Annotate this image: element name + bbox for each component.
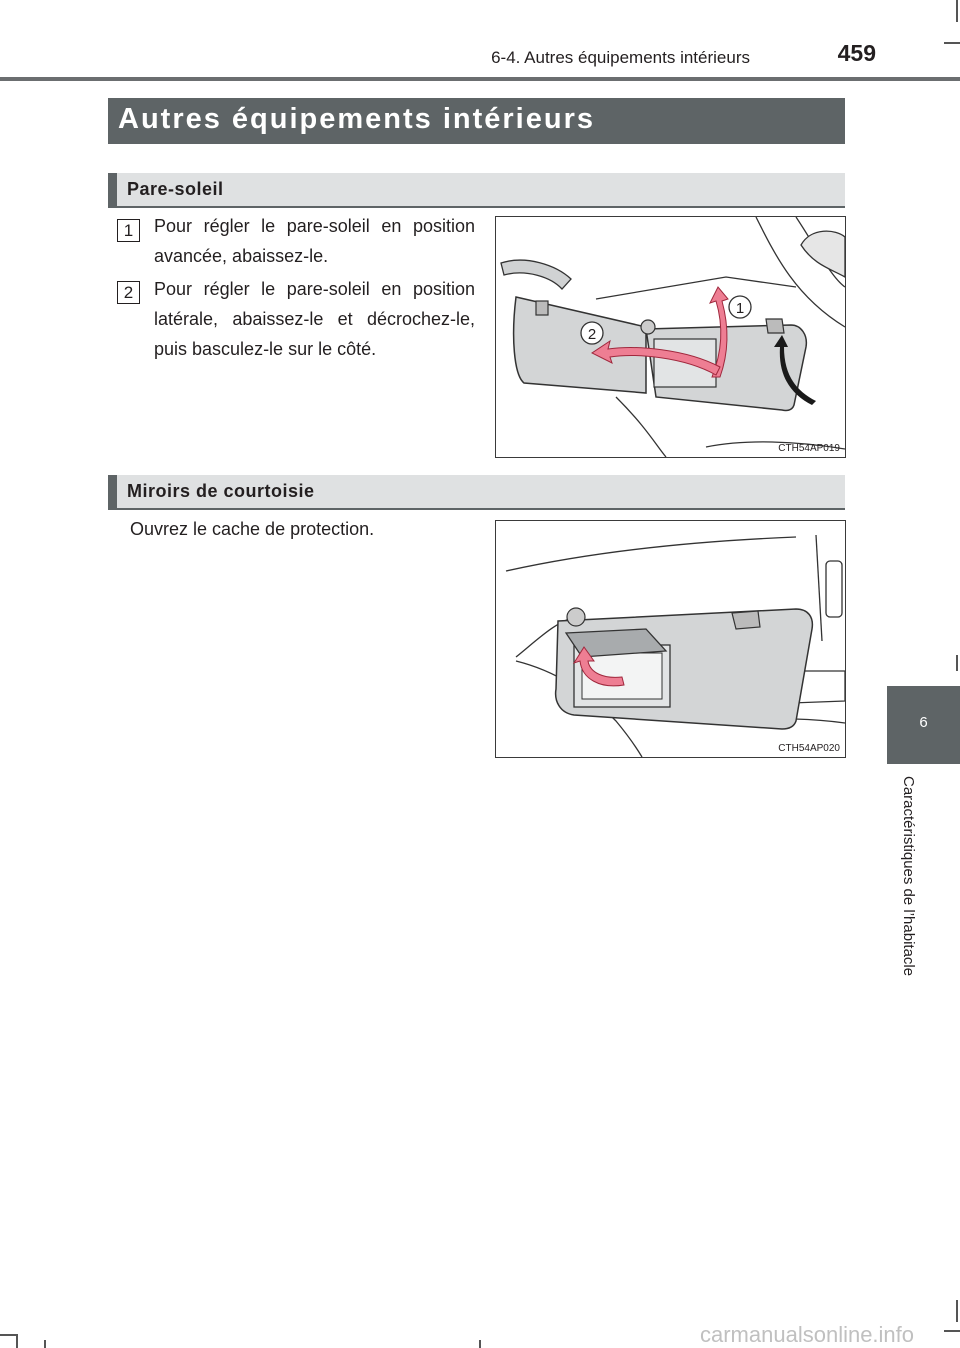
crop-mark [956,1300,958,1322]
section-heading: Pare-soleil [127,179,224,199]
step-number: 2 [117,281,140,304]
crop-mark [479,1340,481,1348]
crop-mark [44,1340,46,1348]
sun-visor-illustration [495,216,846,458]
instruction-text: Ouvrez le cache de protection. [130,519,375,539]
crop-mark [944,1330,960,1332]
section-heading: Miroirs de courtoisie [127,481,315,501]
crop-mark [944,42,960,44]
vanity-mirror-illustration [495,520,846,758]
page-title: Autres équipements intérieurs [118,103,595,135]
section-heading-bar [108,475,845,510]
section-heading-bar [108,173,845,208]
heading-accent [108,173,117,206]
chapter-tab [887,686,960,764]
step-text: Pour régler le pare-soleil en position latérale, abaissez-le et décrochez-le, puis basculez-le sur le côté. [154,279,475,359]
callout-1: 1 [735,300,745,317]
figure-code: CTH54AP019 [778,443,840,454]
heading-accent [108,475,117,508]
step-text: Pour régler le pare-soleil en position avancée, abaissez-le. [154,216,475,266]
figure-code: CTH54AP020 [778,743,840,754]
header-rule [0,77,960,81]
vanity-mirror-drawing [496,521,845,757]
sun-visor-drawing [496,217,845,457]
crop-mark [0,1334,16,1336]
chapter-title-vertical: Caractéristiques de l’habitacle [900,776,917,977]
crop-mark [956,0,958,22]
crop-mark [16,1334,18,1348]
page-number: 459 [837,40,876,66]
running-header-section: 6-4. Autres équipements intérieurs [491,48,750,67]
page-title-bar [108,98,845,144]
callout-2: 2 [587,326,597,343]
crop-mark [956,655,958,671]
step-number: 1 [117,219,140,242]
watermark: carmanualsonline.info [700,1322,915,1347]
chapter-number: 6 [919,714,928,731]
